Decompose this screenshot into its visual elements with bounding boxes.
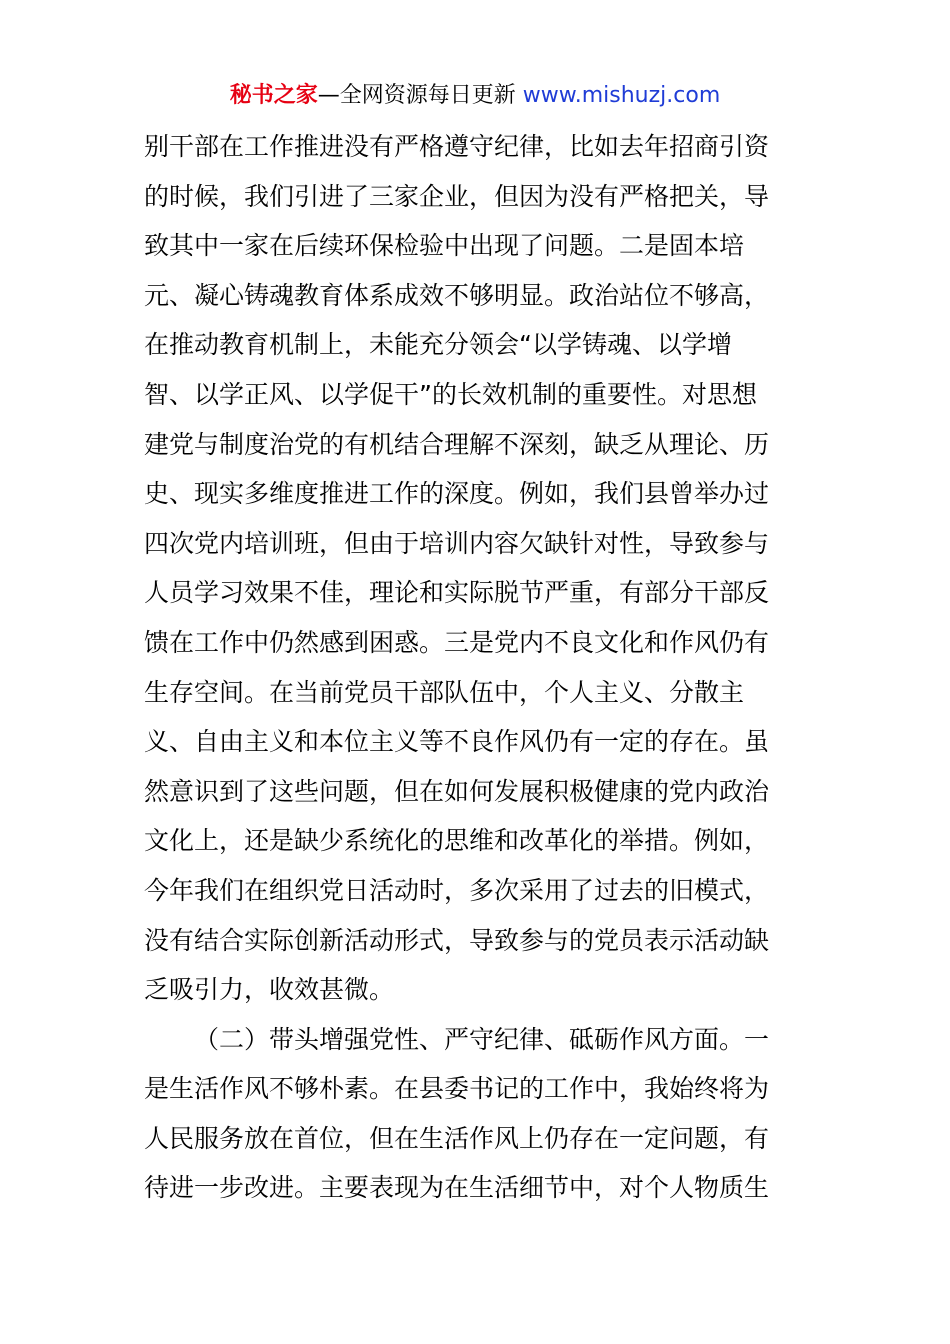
text-line: 今年我们在组织党日活动时，多次采用了过去的旧模式， <box>144 875 770 905</box>
site-url-link[interactable]: www.mishuzj.com <box>522 83 721 108</box>
text-line: 待进一步改进。主要表现为在生活细节中，对个人物质生 <box>144 1173 770 1203</box>
text-line: 智、以学正风、以学促干”的长效机制的重要性。对思想 <box>144 379 757 409</box>
header-tagline: —全网资源每日更新 <box>317 83 516 108</box>
text-line: 史、现实多维度推进工作的深度。例如，我们县曾举办过 <box>144 479 770 509</box>
text-line: 乏吸引力，收效甚微。 <box>144 975 395 1005</box>
text-line: 是生活作风不够朴素。在县委书记的工作中，我始终将为 <box>144 1074 770 1104</box>
text-line: 致其中一家在后续环保检验中出现了问题。二是固本培 <box>144 231 745 261</box>
document-body <box>144 122 808 1213</box>
section-heading-line: （二）带头增强党性、严守纪律、砥砺作风方面。一 <box>194 1024 770 1054</box>
text-line: 人民服务放在首位，但在生活作风上仍存在一定问题，有 <box>144 1123 770 1153</box>
text-line: 然意识到了这些问题，但在如何发展积极健康的党内政治 <box>144 776 770 806</box>
text-line: 的时候，我们引进了三家企业，但因为没有严格把关，导 <box>144 181 770 211</box>
brand-name: 秘书之家 <box>229 83 318 108</box>
text-line: 建党与制度治党的有机结合理解不深刻，缺乏从理论、历 <box>144 429 770 459</box>
site-header <box>0 80 950 112</box>
text-line: 生存空间。在当前党员干部队伍中，个人主义、分散主 <box>144 677 745 707</box>
text-line: 四次党内培训班，但由于培训内容欠缺针对性，导致参与 <box>144 528 770 558</box>
text-line: 在推动教育机制上，未能充分领会“以学铸魂、以学增 <box>144 330 732 360</box>
text-line: 元、凝心铸魂教育体系成效不够明显。政治站位不够高， <box>144 280 770 310</box>
text-line: 馈在工作中仍然感到困惑。三是党内不良文化和作风仍有 <box>144 627 770 657</box>
text-line: 文化上，还是缺少系统化的思维和改革化的举措。例如， <box>144 826 770 856</box>
text-line: 人员学习效果不佳，理论和实际脱节严重，有部分干部反 <box>144 578 770 608</box>
text-line: 别干部在工作推进没有严格遵守纪律，比如去年招商引资 <box>144 132 770 161</box>
text-line: 没有结合实际创新活动形式，导致参与的党员表示活动缺 <box>144 925 770 955</box>
text-line: 义、自由主义和本位主义等不良作风仍有一定的存在。虽 <box>144 727 770 757</box>
